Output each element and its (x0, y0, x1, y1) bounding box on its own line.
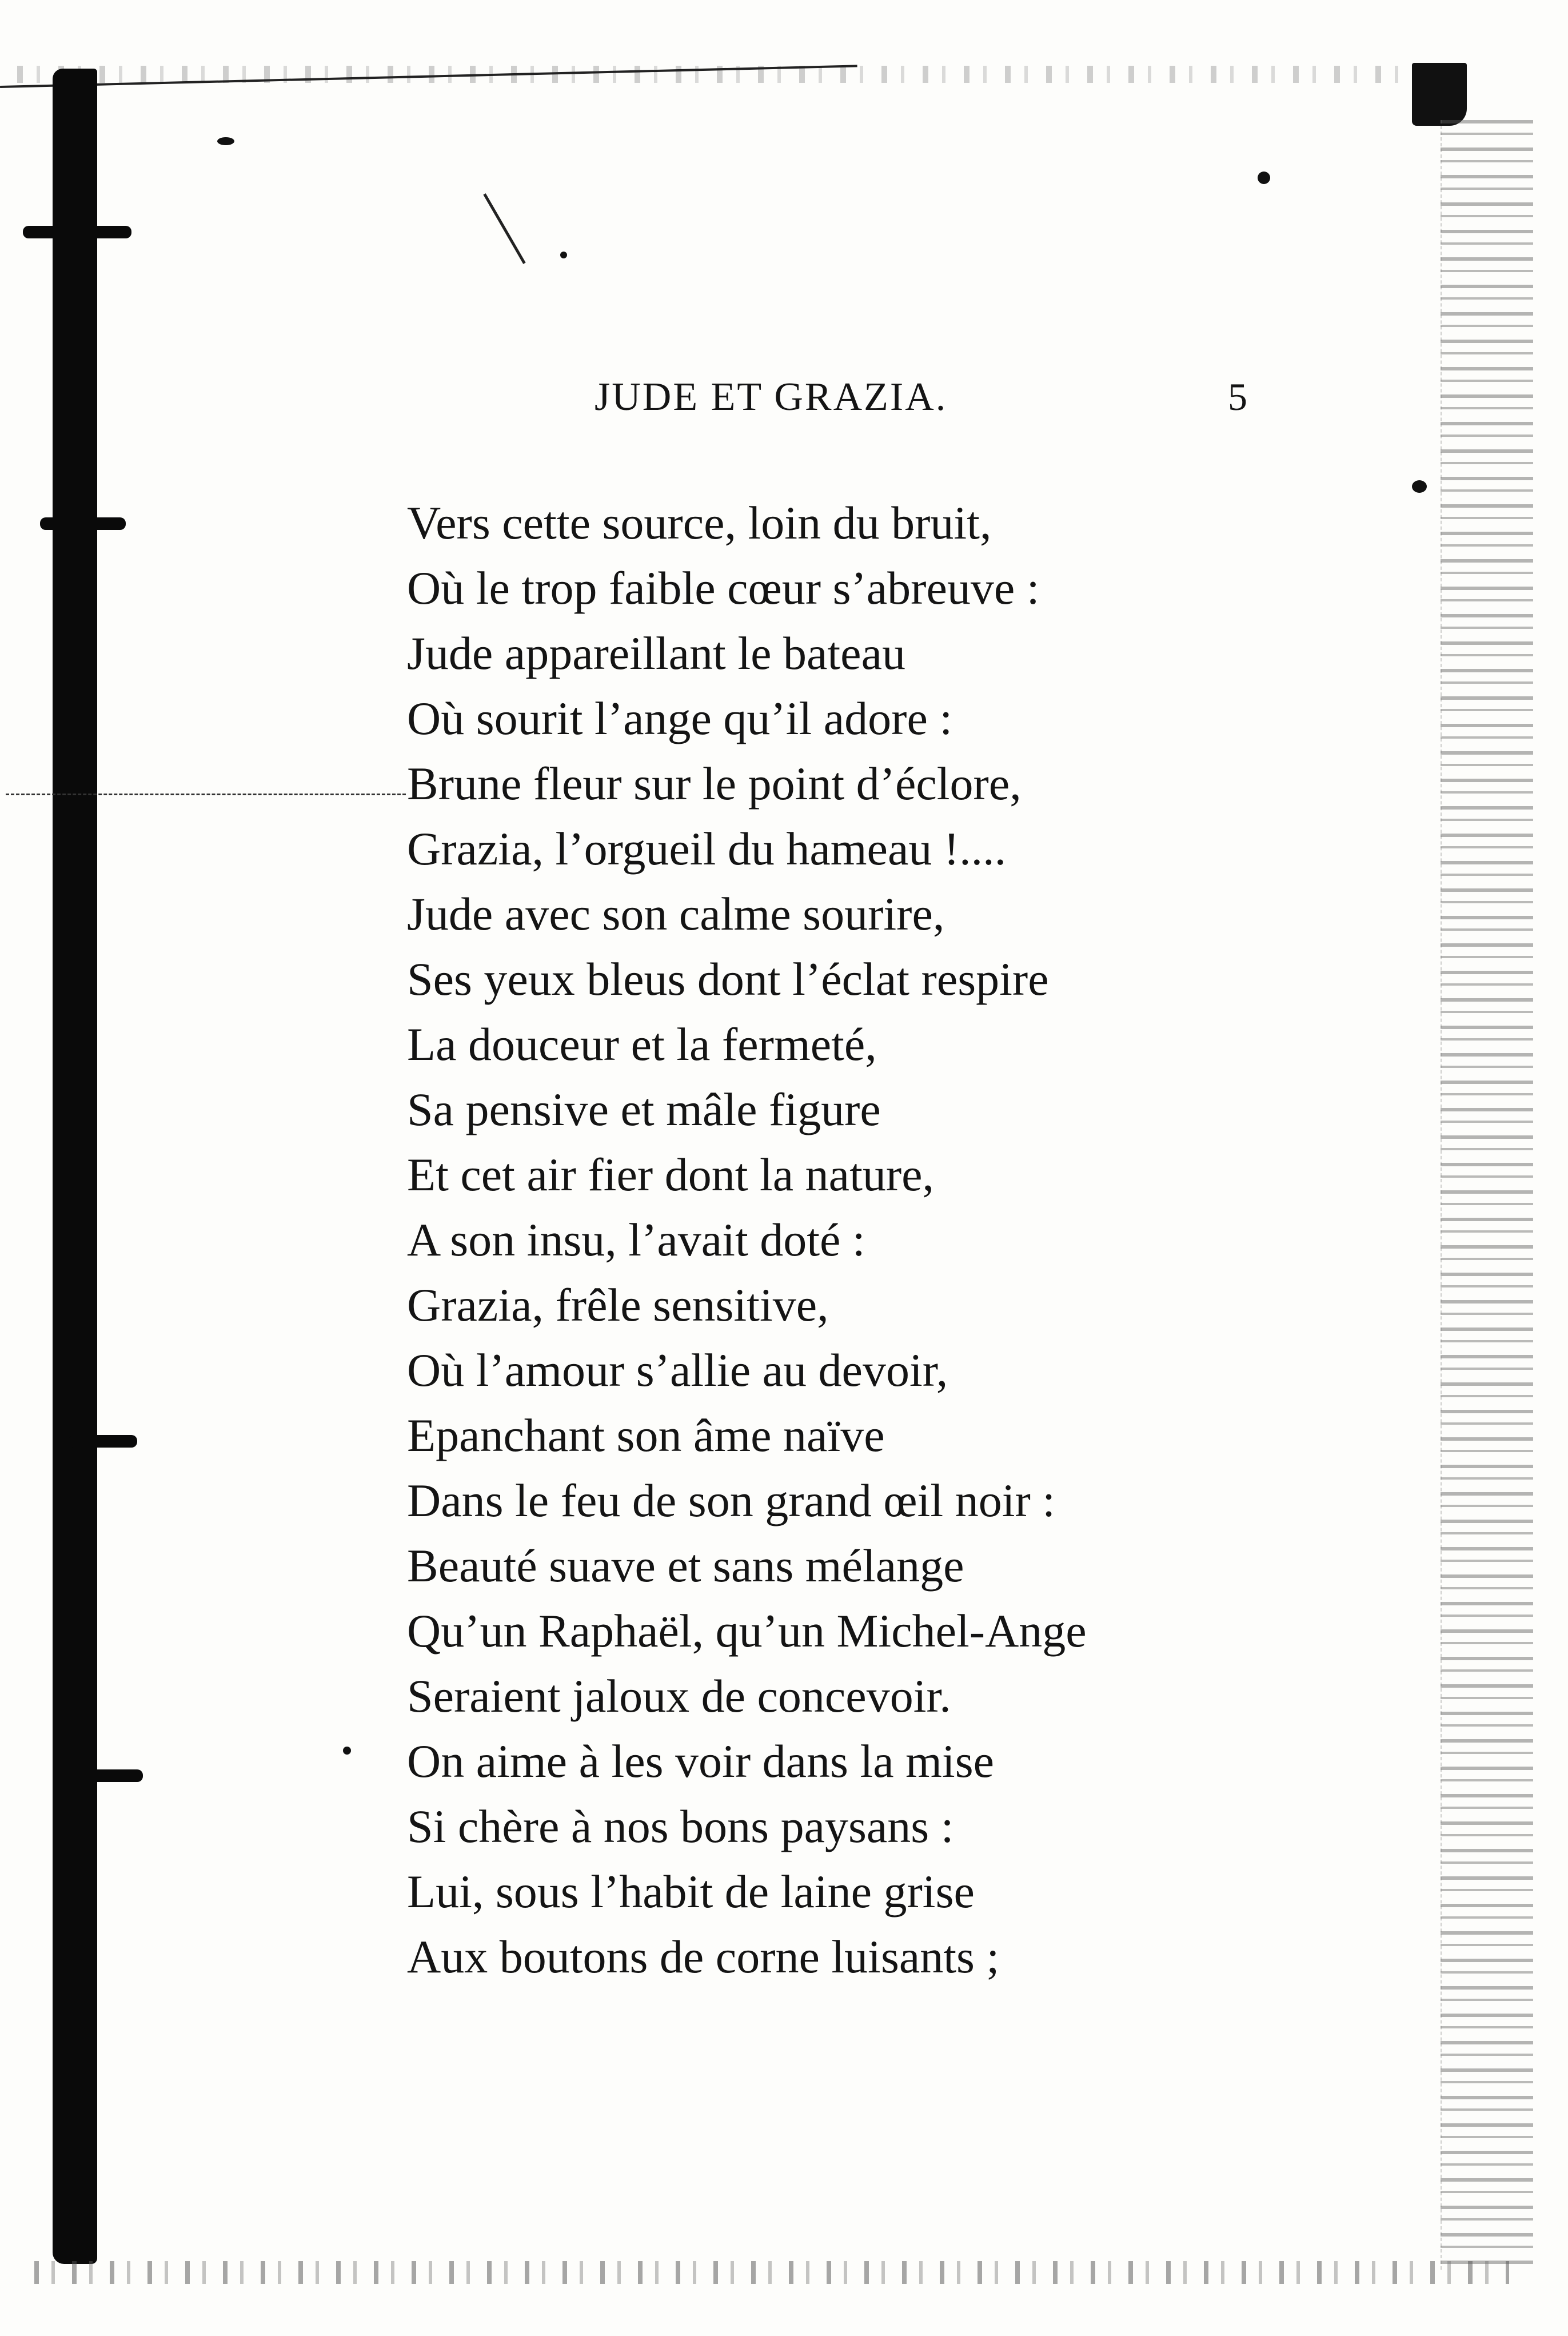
ink-speck (1412, 480, 1427, 493)
scan-corner-blot (1412, 63, 1467, 126)
scan-noise-right-edge (1441, 120, 1533, 2270)
verse-line: Ses yeux bleus dont l’éclat respire (407, 953, 1049, 1005)
verse-line: Où le trop faible cœur s’abreuve : (407, 562, 1040, 614)
scan-noise-bottom-edge (34, 2261, 1509, 2284)
scan-stroke (483, 193, 525, 264)
verse-line: Qu’un Raphaël, qu’un Michel-Ange (407, 1605, 1087, 1657)
scan-dashed-line (6, 794, 406, 795)
ink-speck (217, 137, 234, 145)
binding-flare (69, 1435, 137, 1448)
binding-flare (80, 1769, 143, 1782)
verse-line: Sa pensive et mâle figure (407, 1083, 881, 1135)
binding-flare (23, 226, 131, 238)
running-head: JUDE ET GRAZIA. (595, 375, 948, 419)
verse-line: Et cet air fier dont la nature, (407, 1149, 935, 1201)
verse-line: Grazia, frêle sensitive, (407, 1279, 829, 1331)
ink-speck (343, 1747, 351, 1755)
verse-line: Jude appareillant le bateau (407, 627, 905, 679)
verse-line: Grazia, l’orgueil du hameau !.... (407, 823, 1007, 875)
verse-line: Seraient jaloux de concevoir. (407, 1670, 951, 1722)
verse-line: Où l’amour s’allie au devoir, (407, 1344, 948, 1396)
page-binding-shadow (53, 69, 97, 2264)
verse-line: Epanchant son âme naïve (407, 1409, 885, 1461)
ink-speck (560, 252, 567, 258)
verse-line: Jude avec son calme sourire, (407, 888, 945, 940)
verse-line: Lui, sous l’habit de laine grise (407, 1865, 975, 1918)
poem-verse (407, 491, 1087, 1990)
verse-line: Si chère à nos bons paysans : (407, 1800, 954, 1852)
verse-line: Aux boutons de corne luisants ; (407, 1931, 1000, 1983)
verse-line: A son insu, l’avait doté : (407, 1214, 865, 1266)
verse-line: On aime à les voir dans la mise (407, 1735, 995, 1787)
verse-line: Dans le feu de son grand œil noir : (407, 1474, 1056, 1526)
verse-line: Beauté suave et sans mélange (407, 1540, 964, 1592)
verse-line: Vers cette source, loin du bruit, (407, 497, 992, 549)
verse-line: Où sourit l’ange qu’il adore : (407, 692, 953, 744)
binding-flare (40, 517, 126, 530)
verse-line: La douceur et la fermeté, (407, 1018, 877, 1070)
page-number: 5 (1228, 375, 1247, 418)
verse-line: Brune fleur sur le point d’éclore, (407, 758, 1022, 810)
ink-speck (1258, 172, 1270, 184)
